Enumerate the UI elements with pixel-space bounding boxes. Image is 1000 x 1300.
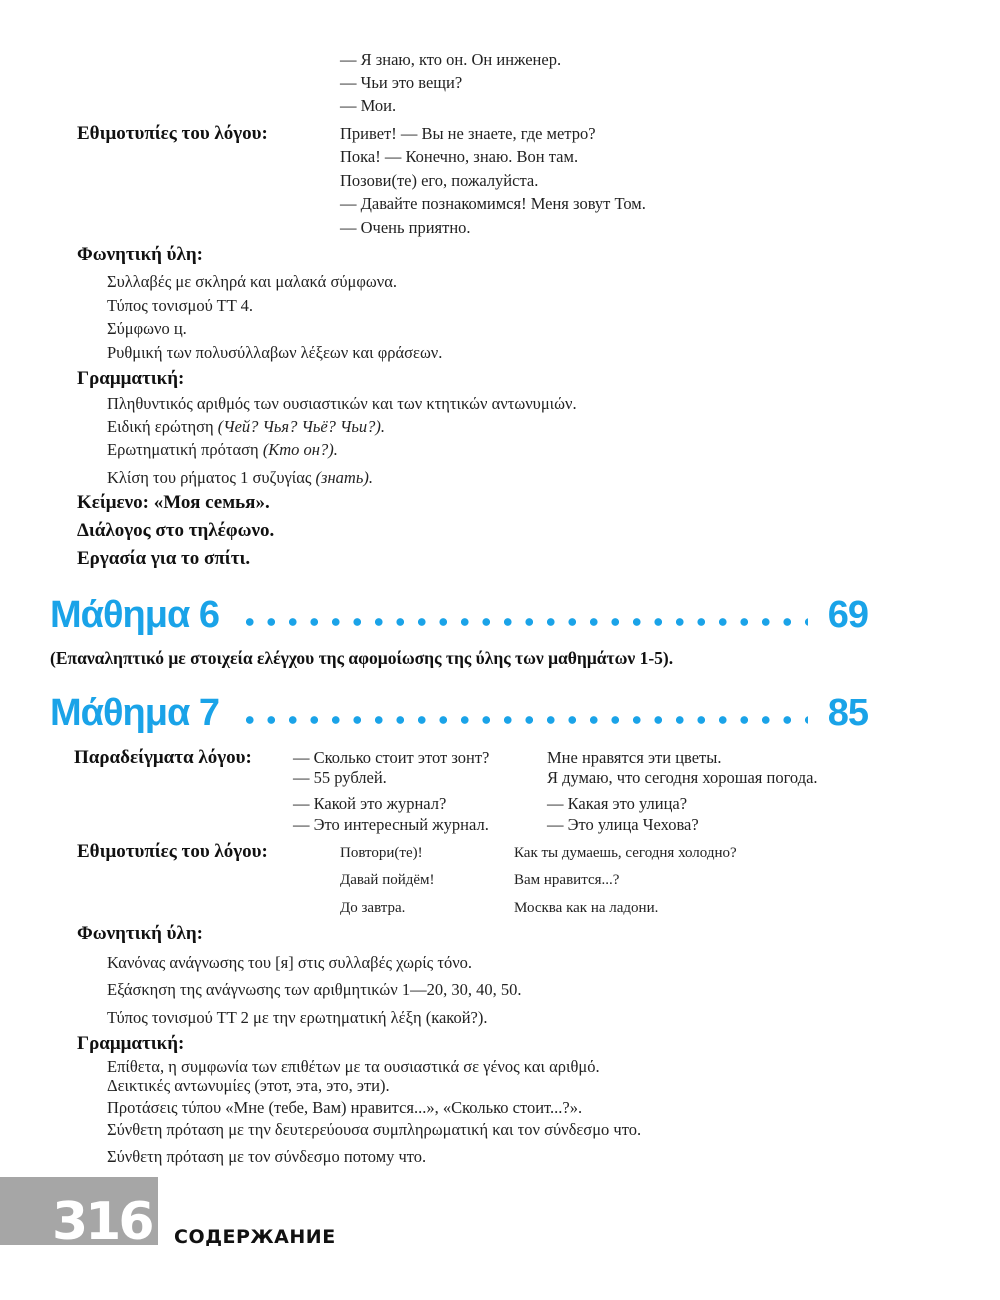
grammar-example: (знать).: [315, 468, 373, 487]
etiquette-line: Повтори(те)!: [340, 845, 423, 861]
example-line: — Сколько стоит этот зонт?: [293, 748, 490, 767]
phonetics-line: Τύπος τονισμού ΤΤ 4.: [107, 296, 254, 315]
grammar-line: [107, 417, 385, 437]
grammar-text: Ειδική ερώτηση: [107, 417, 218, 436]
grammar-text: Κλίση του ρήματος 1 συζυγίας: [107, 468, 316, 487]
page-number: 316: [52, 1192, 152, 1252]
lesson-6-entry[interactable]: [50, 592, 868, 638]
section-title: СОДЕРЖАНИЕ: [174, 1226, 336, 1248]
grammar-heading: Γραμματική:: [77, 1033, 185, 1054]
lesson-subtitle: (Επαναληπτικό με στοιχεία ελέγχου της αφομοίωσης της ύλης των μαθημάτων 1-5).: [50, 648, 674, 668]
example-line: — Какой это журнал?: [293, 794, 447, 813]
grammar-heading: Γραμματική:: [77, 368, 185, 389]
etiquette-line: — Очень приятно.: [340, 218, 471, 237]
example-line: Мне нравятся эти цветы.: [547, 748, 722, 767]
lesson-page: 69: [827, 593, 868, 636]
dialog-line: — Я знаю, кто он. Он инженер.: [340, 50, 562, 69]
grammar-line: [107, 440, 338, 460]
grammar-line: [107, 394, 577, 414]
grammar-line: Δεικτικές αντωνυμίες (этот, эта, это, эти).: [107, 1076, 390, 1095]
phonetics-line: Κανόνας ανάγνωσης του [я] στις συλλαβές χωρίς τόνο.: [107, 953, 473, 972]
etiquette-line: — Давайте познакомимся! Меня зовут Том.: [340, 194, 646, 213]
dot-leader: [239, 715, 808, 725]
example-line: — Какая это улица?: [547, 794, 688, 813]
grammar-text: Ερωτηματική πρόταση: [107, 440, 263, 459]
etiquette-line: Позови(те) его, пожалуйста.: [340, 171, 539, 190]
etiquette-heading: Εθιμοτυπίες του λόγου:: [77, 123, 268, 144]
example-line: — Это интересный журнал.: [293, 815, 489, 834]
dot-leader: [239, 617, 808, 627]
phonetics-heading: Φωνητική ύλη:: [77, 244, 203, 265]
etiquette-line: Пока! — Конечно, знаю. Вон там.: [340, 147, 579, 166]
etiquette-line: Вам нравится...?: [514, 872, 620, 888]
dialog-line: — Мои.: [340, 96, 397, 115]
grammar-line: Προτάσεις τύπου «Мне (тебе, Вам) нравится...», «Сколько стоит...?».: [107, 1098, 583, 1117]
phonetics-line: Ρυθμική των πολυσύλλαβων λέξεων και φράσεων.: [107, 343, 443, 362]
grammar-text: Πληθυντικός αριθμός των ουσιαστικών και των κτητικών αντωνυμιών.: [107, 394, 577, 413]
phonetics-line: Συλλαβές με σκληρά και μαλακά σύμφωνα.: [107, 272, 397, 291]
etiquette-line: Привет! — Вы не знаете, где метро?: [340, 124, 596, 143]
grammar-line: Σύνθετη πρόταση με τον σύνδεσμο потому что.: [107, 1147, 427, 1166]
grammar-example: (Чей? Чья? Чьё? Чьи?).: [217, 417, 386, 436]
etiquette-line: Давай пойдём!: [340, 872, 435, 888]
etiquette-line: Москва как на ладони.: [514, 900, 659, 916]
phonetics-heading: Φωνητική ύλη:: [77, 923, 203, 944]
etiquette-heading: Εθιμοτυπίες του λόγου:: [77, 841, 268, 862]
phonetics-line: Τύπος τονισμού ΤΤ 2 με την ερωτηματική λέξη (какой?).: [107, 1008, 488, 1027]
grammar-line: Επίθετα, η συμφωνία των επιθέτων με τα ουσιαστικά σε γένος και αριθμό.: [107, 1057, 600, 1076]
examples-heading: Παραδείγματα λόγου:: [74, 747, 252, 768]
grammar-line: Σύνθετη πρόταση με την δευτερεύουσα συμπληρωματική και τον σύνδεσμο что.: [107, 1120, 642, 1139]
grammar-example: (Кто он?).: [262, 440, 338, 459]
text-item: Κείμενο: «Моя семья».: [77, 492, 270, 513]
example-line: Я думаю, что сегодня хорошая погода.: [547, 768, 818, 787]
grammar-line: [107, 468, 373, 488]
etiquette-line: До завтра.: [340, 900, 406, 916]
example-line: — 55 рублей.: [293, 768, 387, 787]
lesson-7-entry[interactable]: [50, 690, 868, 736]
etiquette-line: Как ты думаешь, сегодня холодно?: [514, 845, 737, 861]
phonetics-line: Εξάσκηση της ανάγνωσης των αριθμητικών 1—20, 30, 40, 50.: [107, 980, 522, 999]
dialog-line: — Чьи это вещи?: [340, 73, 463, 92]
phonetics-line: Σύμφωνο ц.: [107, 319, 187, 338]
lesson-page: 85: [827, 691, 868, 734]
homework-item: Εργασία για το σπίτι.: [77, 548, 251, 569]
dialog-item: Διάλογος στο τηλέφωνο.: [77, 520, 275, 541]
lesson-title: Μάθημα 7: [50, 691, 220, 734]
lesson-title: Μάθημα 6: [50, 593, 220, 636]
example-line: — Это улица Чехова?: [547, 815, 699, 834]
